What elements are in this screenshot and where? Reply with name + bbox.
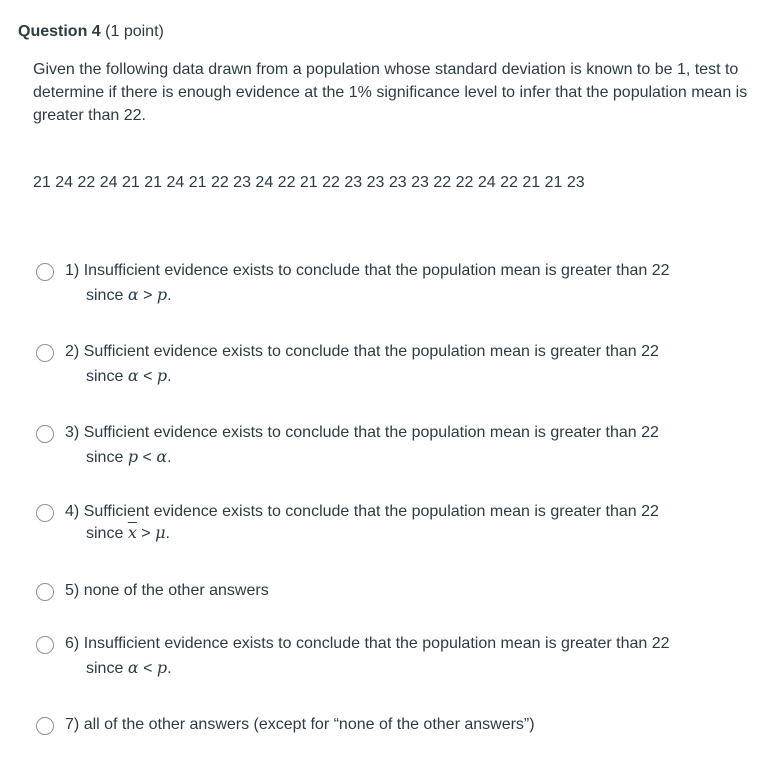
choice-6-num: 6) <box>65 635 80 652</box>
choice-1-text: Insufficient evidence exists to conclude that the population mean is greater than 22 <box>83 262 670 279</box>
choice-2-num: 2) <box>65 343 80 360</box>
question-points: (1 point) <box>105 23 164 40</box>
question-header <box>18 22 164 42</box>
x-bar-symbol: $\overline{x}$ <box>127 523 137 542</box>
radio-button-1[interactable] <box>36 263 54 281</box>
answer-choice-1[interactable] <box>36 262 756 308</box>
choice-3-condition: since p < α. <box>86 447 172 466</box>
radio-button-7[interactable] <box>36 717 54 735</box>
choice-7-num: 7) <box>65 716 80 733</box>
choice-4-num: 4) <box>65 503 80 520</box>
choice-6-condition: since α < p. <box>86 658 172 677</box>
choice-3-text: Sufficient evidence exists to conclude that the population mean is greater than 22 <box>83 424 659 441</box>
choice-5-num: 5) <box>65 582 80 599</box>
choice-2-text: Sufficient evidence exists to conclude that the population mean is greater than 22 <box>83 343 659 360</box>
choice-2-label <box>65 340 659 389</box>
answer-choice-7[interactable] <box>36 716 756 737</box>
radio-button-6[interactable] <box>36 636 54 654</box>
radio-button-5[interactable] <box>36 583 54 601</box>
radio-button-3[interactable] <box>36 425 54 443</box>
radio-button-4[interactable] <box>36 504 54 522</box>
choice-4-text: Sufficient evidence exists to conclude that the population mean is greater than 22 <box>83 503 659 520</box>
answer-choice-6[interactable] <box>36 635 756 681</box>
answer-choice-5[interactable] <box>36 582 756 603</box>
choice-3-num: 3) <box>65 424 80 441</box>
answer-choice-4[interactable] <box>36 503 756 543</box>
radio-button-2[interactable] <box>36 344 54 362</box>
choice-3-label <box>65 421 659 470</box>
choice-4-condition: since $\overline{x} > \mu$. <box>86 523 170 542</box>
choice-7-label <box>65 713 535 737</box>
choice-2-condition: since α < p. <box>86 366 172 385</box>
question-number: Question 4 <box>18 23 101 40</box>
answer-choice-2[interactable] <box>36 343 756 389</box>
question-data: 21 24 22 24 21 21 24 21 22 23 24 22 21 22 23 23 23 23 22 22 24 22 21 21 23 <box>33 174 585 191</box>
choice-5-text: none of the other answers <box>83 582 269 599</box>
answer-choice-3[interactable] <box>36 424 756 470</box>
choice-1-label <box>65 259 670 308</box>
choice-1-condition: since α > p. <box>86 285 172 304</box>
choice-5-label <box>65 579 269 603</box>
question-prompt: Given the following data drawn from a population whose standard deviation is known to be 1, test to determine if there is enough evidence at the 1% significance level to infer that the population mean is greater than 22. <box>33 61 748 124</box>
choice-4-label <box>65 500 659 543</box>
choice-6-label <box>65 632 670 681</box>
choice-7-text: all of the other answers (except for “none of the other answers”) <box>83 716 535 733</box>
choice-6-text: Insufficient evidence exists to conclude that the population mean is greater than 22 <box>83 635 670 652</box>
choice-1-num: 1) <box>65 262 80 279</box>
